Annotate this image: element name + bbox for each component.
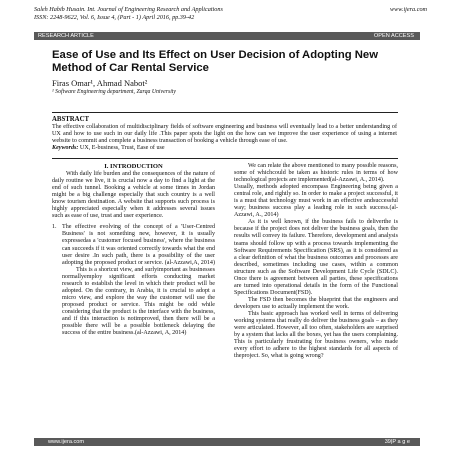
divider-top	[52, 112, 398, 113]
list-item	[52, 224, 215, 266]
section-heading-introduction: I. INTRODUCTION	[104, 163, 163, 170]
research-article-label: RESEARCH ARTICLE	[38, 33, 94, 39]
right-paragraph-1: We can relate the above mentioned to many possible reasons, some of whichcould be taken as historic rules in terms of how technological projects are implemented(al-Azzawi, A., 2014).	[234, 163, 398, 184]
authors: Firas Omar¹, Ahmad Nabot²	[52, 78, 148, 88]
right-paragraph-4: The FSD then becomes the blueprint that the engineers and developers use to actually implement the work.	[234, 296, 398, 310]
journal-issn: ISSN: 2248-9622, Vol. 6, Issue 4, (Part - 1) April 2016, pp.39-42	[34, 14, 195, 21]
list-item-text: The effective evolving of the concept of a 'User-Centred Business' is not something new, however, it is usually expressedas a 'customer focused business', where the business can succeeds if it was oriented correctly towards what the end user desire .In such path, there is a possibility of the user adopting the proposed product or service. (al-Azzawi,A, 2014)	[62, 224, 215, 266]
abstract-body	[52, 124, 397, 152]
page-number: 39|P a g e	[384, 439, 410, 445]
divider-bottom	[52, 158, 398, 159]
abstract-heading: ABSTRACT	[52, 116, 90, 123]
page-footer	[34, 438, 420, 446]
abstract-text: The effective collaboration of multidisciplinary fields of software engineering and business will eventually lead to a better understanding of UX and how to use such in our daily life .This paper spots the light on the how can we improve the user experience of using a internet website to commit and complete a business transaction of booking a vehicle through ease of use.	[52, 124, 397, 145]
right-paragraph-5: This basic approach has worked well in terms of delivering working systems that really do deliver the business goals – as they were articulated. However, all too often, stakeholders are surprised by a system that lacks all the boxes, yet has the users complaining. This is particularly frustrating for business owners, who made every effort to adhere to the highest standards for all aspects of theproject. So, what is going wrong?	[234, 310, 398, 360]
footer-url[interactable]: www.ijera.com	[48, 439, 85, 445]
left-column	[52, 163, 215, 337]
journal-header	[34, 6, 428, 22]
journal-url[interactable]: www.ijera.com	[390, 6, 428, 13]
list-item-number: 1.	[52, 224, 57, 231]
journal-citation: Saleh Habib Husain. Int. Journal of Engineering Research and Applications	[34, 6, 223, 13]
open-access-label: OPEN ACCESS	[373, 33, 414, 39]
article-type-band	[34, 32, 420, 40]
right-column	[234, 163, 398, 360]
keywords-label: Keywords:	[52, 145, 79, 152]
right-paragraph-2: Usually, methods adopted encompass Engineering being given a central role, and rightly so. In order to make a project successful, it is a must that technology must work in an effective andsuccessful way; business success play a leading role in such success.(al-Azzawi, A., 2014)	[234, 184, 398, 219]
intro-paragraph-2: This is a shortcut view, and surlyimportant as businesses normallyemploy significant efforts conducting market research to establish the level in which their product will be adopted. On the contrary, in Arabia, it is crucial to adopt a micro view, and explore the way the customer will use the proposed product or service. This might be odd while considering that the product is the interface with the business, and if this interaction is notimproved, then there will be a possible there will be a possible bottleneck delaying the success of the entire business.(al-Azzawi, A, 2014)	[62, 266, 215, 337]
keywords-text: UX, E-business, Trust, Ease of use	[78, 145, 165, 152]
paper-title: Ease of Use and Its Effect on User Decision of Adopting New Method of Car Rental Service	[52, 49, 378, 74]
right-paragraph-3: As it is well known, if the business fails to deliverthe is because if the project does not deliver the business goals, then the results will convey its failure. Therefore, development and analysis teams should follow up with a process towards implementing the Software Requirements Specification (SRS), as it is considered as a clear definition of what the business outcomes and processes are described, sometimes including use cases, within a common structure such as the Software Development Life Cycle (SDLC). Once there is agreement between all parties, these specifications are turned into operational details in the form of the Functional Specifications Document(FSD).	[234, 219, 398, 296]
intro-paragraph-1: With daily life burden and the consequences of the nature of daily routine we live, it is crucial now a day to find a light at the end of such tunnel. Booking a vehicle at some times in Jordan might be a big challenge especially that such country is a well know tourism destination. A website that supports such process is highly appreciated especially when it addresses several issues such as ease of use, trust and user experience.	[52, 171, 215, 220]
affiliation: ¹ Software Engineering department, Zarqa University	[52, 89, 176, 95]
